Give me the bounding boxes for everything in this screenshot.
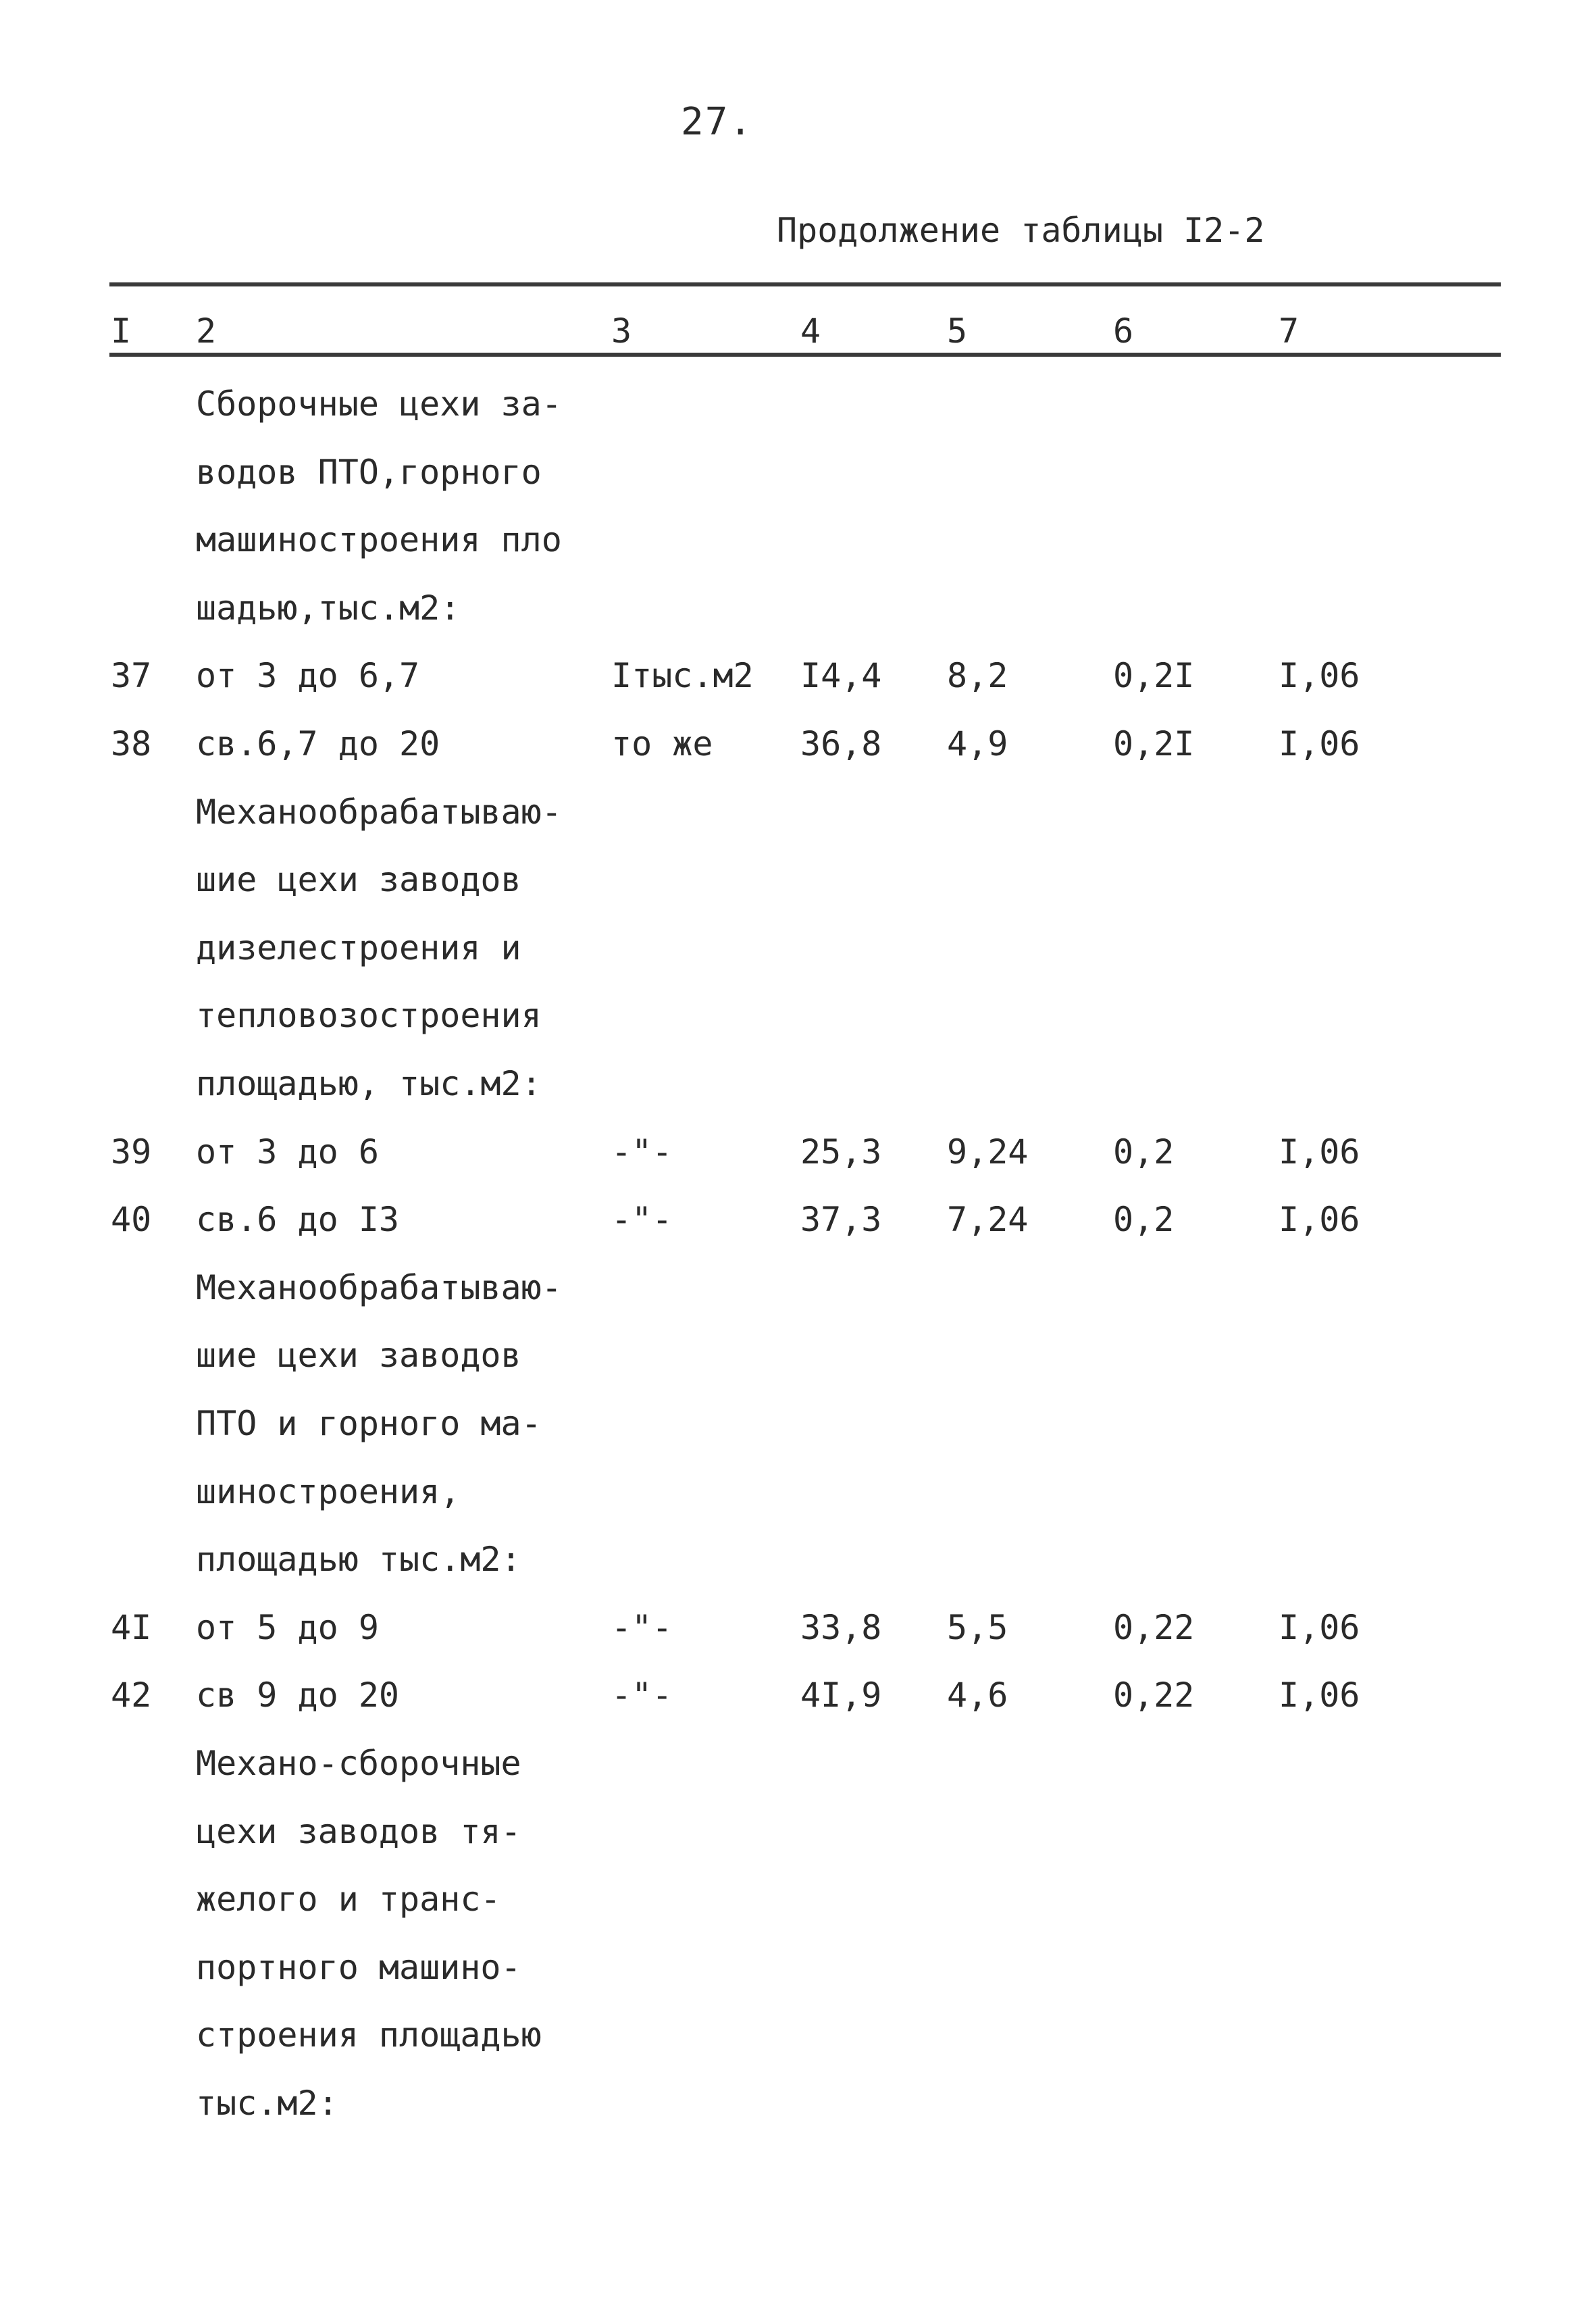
section-heading-line: тыс.м2: <box>196 2084 338 2123</box>
row-value-col-4: 37,3 <box>800 1200 882 1239</box>
section-heading-line: Механообрабатываю- <box>196 1268 562 1307</box>
row-value-col-6: 0,2I <box>1113 656 1195 695</box>
row-value-col-5: 4,6 <box>947 1676 1008 1715</box>
row-value-col-6: 0,22 <box>1113 1676 1195 1715</box>
header-col-1: I <box>111 311 132 351</box>
section-heading-line: цехи заводов тя- <box>196 1812 521 1851</box>
header-col-4: 4 <box>800 311 821 351</box>
row-description: св.6 до I3 <box>196 1200 400 1239</box>
section-heading-line: желого и транс- <box>196 1880 501 1919</box>
header-col-3: 3 <box>611 311 632 351</box>
row-value-col-7: I,06 <box>1279 1132 1360 1172</box>
row-number: 39 <box>111 1132 152 1172</box>
row-description: от 5 до 9 <box>196 1608 379 1647</box>
section-heading-line: шиностроения, <box>196 1472 461 1511</box>
section-heading-line: Механообрабатываю- <box>196 793 562 832</box>
row-description: св.6,7 до 20 <box>196 724 440 763</box>
header-col-7: 7 <box>1279 311 1299 351</box>
row-value-col-6: 0,2 <box>1113 1200 1175 1239</box>
section-heading-line: шие цехи заводов <box>196 1336 521 1375</box>
row-value-col-4: I4,4 <box>800 656 882 695</box>
row-value-col-7: I,06 <box>1279 1676 1360 1715</box>
row-value-col-5: 8,2 <box>947 656 1008 695</box>
row-value-col-7: I,06 <box>1279 724 1360 763</box>
section-heading-line: водов ПТО,горного <box>196 453 542 492</box>
row-unit: -"- <box>611 1132 673 1172</box>
row-unit: Iтыс.м2 <box>611 656 754 695</box>
row-value-col-4: 4I,9 <box>800 1676 882 1715</box>
continuation-title: Продолжение таблицы I2-2 <box>777 211 1265 250</box>
section-heading-line: машиностроения пло <box>196 520 562 559</box>
section-heading-line: портного машино- <box>196 1948 521 1987</box>
row-unit: -"- <box>611 1676 673 1715</box>
section-heading-line: шадью,тыс.м2: <box>196 588 461 628</box>
row-description: от 3 до 6 <box>196 1132 379 1172</box>
row-number: 42 <box>111 1676 152 1715</box>
row-value-col-7: I,06 <box>1279 656 1360 695</box>
row-value-col-6: 0,2 <box>1113 1132 1175 1172</box>
row-unit: то же <box>611 724 713 763</box>
section-heading-line: шие цехи заводов <box>196 860 521 899</box>
row-number: 4I <box>111 1608 152 1647</box>
row-value-col-5: 5,5 <box>947 1608 1008 1647</box>
row-value-col-5: 9,24 <box>947 1132 1029 1172</box>
header-col-2: 2 <box>196 311 217 351</box>
row-value-col-4: 25,3 <box>800 1132 882 1172</box>
page-number: 27. <box>681 100 754 144</box>
section-heading-line: площадью тыс.м2: <box>196 1540 521 1579</box>
section-heading-line: тепловозостроения <box>196 996 542 1035</box>
row-value-col-6: 0,2I <box>1113 724 1195 763</box>
row-unit: -"- <box>611 1608 673 1647</box>
section-heading-line: площадью, тыс.м2: <box>196 1064 542 1103</box>
row-value-col-4: 33,8 <box>800 1608 882 1647</box>
row-unit: -"- <box>611 1200 673 1239</box>
section-heading-line: Сборочные цехи за- <box>196 384 562 424</box>
row-value-col-5: 4,9 <box>947 724 1008 763</box>
row-number: 38 <box>111 724 152 763</box>
row-value-col-5: 7,24 <box>947 1200 1029 1239</box>
header-col-6: 6 <box>1113 311 1134 351</box>
row-description: св 9 до 20 <box>196 1676 400 1715</box>
row-number: 37 <box>111 656 152 695</box>
section-heading-line: дизелестроения и <box>196 928 521 967</box>
table-top-rule <box>109 282 1501 286</box>
row-value-col-4: 36,8 <box>800 724 882 763</box>
row-value-col-6: 0,22 <box>1113 1608 1195 1647</box>
section-heading-line: ПТО и горного ма- <box>196 1404 542 1443</box>
section-heading-line: Механо-сборочные <box>196 1744 521 1783</box>
section-heading-line: строения площадью <box>196 2015 542 2055</box>
row-value-col-7: I,06 <box>1279 1608 1360 1647</box>
header-col-5: 5 <box>947 311 968 351</box>
row-description: от 3 до 6,7 <box>196 656 420 695</box>
row-value-col-7: I,06 <box>1279 1200 1360 1239</box>
row-number: 40 <box>111 1200 152 1239</box>
table-header-rule <box>109 353 1501 357</box>
